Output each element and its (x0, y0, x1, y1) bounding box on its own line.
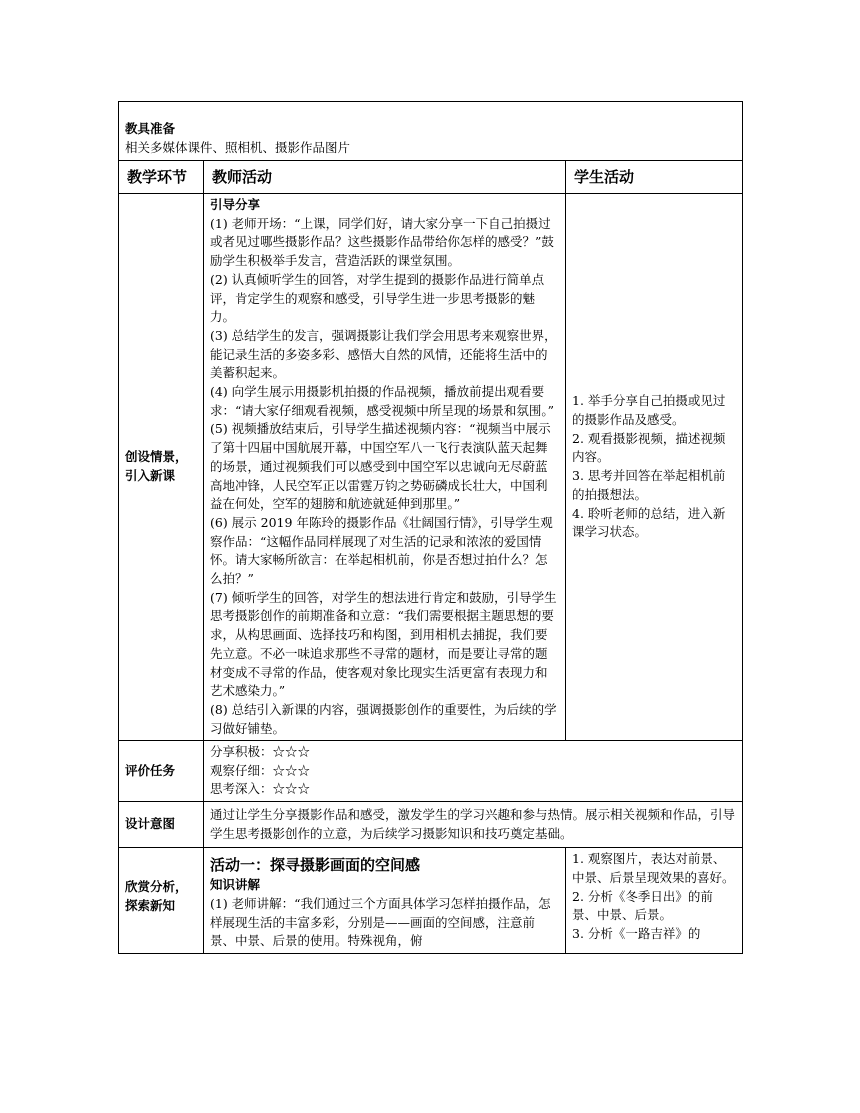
design-row (119, 801, 743, 847)
teacher-step: (1) 老师开场：“上课，同学们好，请大家分享一下自己拍摄过或者见过哪些摄影作品？这些摄影作品带给你怎样的感受？”鼓励学生积极举手发言，营造活跃的课堂氛围。 (210, 215, 554, 269)
evaluation-item: 思考深入：☆☆☆ (210, 781, 311, 797)
intro-label: 创设情景，引入新课 (119, 194, 204, 741)
header-stage: 教学环节 (119, 161, 204, 194)
teacher-step: (1) 老师讲解：“我们通过三个方面具体学习怎样拍摄作品，怎样展现生活的丰富多彩，分别是——画面的空间感，注意前景、中景、后景的使用。特殊视角，俯 (210, 896, 551, 949)
evaluation-cell (204, 741, 743, 802)
intro-section-title: 引导分享 (210, 197, 261, 212)
intro-row (119, 194, 743, 741)
evaluation-item: 观察仔细：☆☆☆ (210, 762, 311, 778)
teacher-step: (6) 展示 2019 年陈玲的摄影作品《壮阔国行情》，引导学生观察作品：“这幅作品同样展现了对生活的记录和浓浓的爱国情怀。请大家畅所欲言：在举起相机前，你是否想过拍什么？怎么拍？” (210, 514, 553, 587)
evaluation-label: 评价任务 (119, 741, 204, 802)
student-step: 2. 观看摄影视频，描述视频内容。 (572, 430, 726, 465)
evaluation-row (119, 741, 743, 802)
evaluation-item: 分享积极：☆☆☆ (210, 744, 311, 760)
explore-row (119, 848, 743, 954)
student-step: 3. 分析《一路吉祥》的 (572, 926, 701, 942)
explore-student-cell (566, 848, 743, 954)
teacher-step: (7) 倾听学生的回答，对学生的想法进行肯定和鼓励，引导学生思考摄影创作的前期准备和立意：“我们需要根据主题思想的要求，从构思画面、选择技巧和构图，到用相机去捕捉，我们要先立意。不必一味追求那些不寻常的题材，而是要让寻常的题材变成不寻常的作品，使客观对象比现实生活更富有表现力和艺术感染力。” (210, 589, 557, 699)
explore-section-title: 知识讲解 (210, 877, 261, 893)
tools-cell (119, 102, 743, 161)
intro-student-cell (566, 194, 743, 741)
header-teacher: 教师活动 (204, 161, 566, 194)
explore-teacher-cell (204, 848, 566, 954)
tools-title: 教具准备 (125, 121, 176, 136)
intro-teacher-cell (204, 194, 566, 741)
teacher-step: (8) 总结引入新课的内容，强调摄影创作的重要性，为后续的学习做好铺垫。 (210, 701, 557, 736)
student-step: 2. 分析《冬季日出》的前景、中景、后景。 (572, 888, 713, 923)
student-step: 1. 观察图片，表达对前景、中景、后景呈现效果的喜好。 (572, 851, 735, 885)
student-step: 1. 举手分享自己拍摄或见过的摄影作品及感受。 (572, 393, 726, 428)
teacher-step: (3) 总结学生的发言，强调摄影让我们学会用思考来观察世界，能记录生活的多姿多彩、感悟大自然的风情，还能将生活中的美蓄积起来。 (210, 327, 557, 381)
tools-row (119, 102, 743, 161)
teacher-step: (5) 视频播放结束后，引导学生描述视频内容：“视频当中展示了第十四届中国航展开幕，中国空军八一飞行表演队蓝天起舞的场景，通过视频我们可以感受到中国空军以忠诚向无尽蔚蓝高地冲锋，人民空军正以雷霆万钧之势砺磷成长壮大，中国利益在何处，空军的翅膀和航迹就延伸到那里。” (210, 421, 551, 512)
header-student: 学生活动 (566, 161, 743, 194)
design-content: 通过让学生分享摄影作品和感受，激发学生的学习兴趣和参与热情。展示相关视频和作品，引导学生思考摄影创作的立意，为后续学习摄影知识和技巧奠定基础。 (204, 801, 743, 847)
header-row (119, 161, 743, 194)
design-label: 设计意图 (119, 801, 204, 847)
student-step: 4. 聆听老师的总结，进入新课学习状态。 (572, 505, 726, 540)
activity-title: 活动一：探寻摄影画面的空间感 (210, 856, 421, 875)
student-step: 3. 思考并回答在举起相机前的拍摄想法。 (572, 468, 726, 502)
teacher-step: (4) 向学生展示用摄影机拍摄的作品视频，播放前提出观看要求：“请大家仔细观看视频，感受视频中所呈现的场景和氛围。” (210, 384, 555, 418)
lesson-plan-table (118, 101, 743, 954)
teacher-step: (2) 认真倾听学生的回答，对学生提到的摄影作品进行简单点评，肯定学生的观察和感受，引导学生进一步思考摄影的魅力。 (210, 271, 545, 325)
tools-content: 相关多媒体课件、照相机、摄影作品图片 (125, 139, 351, 155)
lesson-plan-page (118, 101, 742, 954)
explore-label: 欣赏分析，探索新知 (119, 848, 204, 954)
